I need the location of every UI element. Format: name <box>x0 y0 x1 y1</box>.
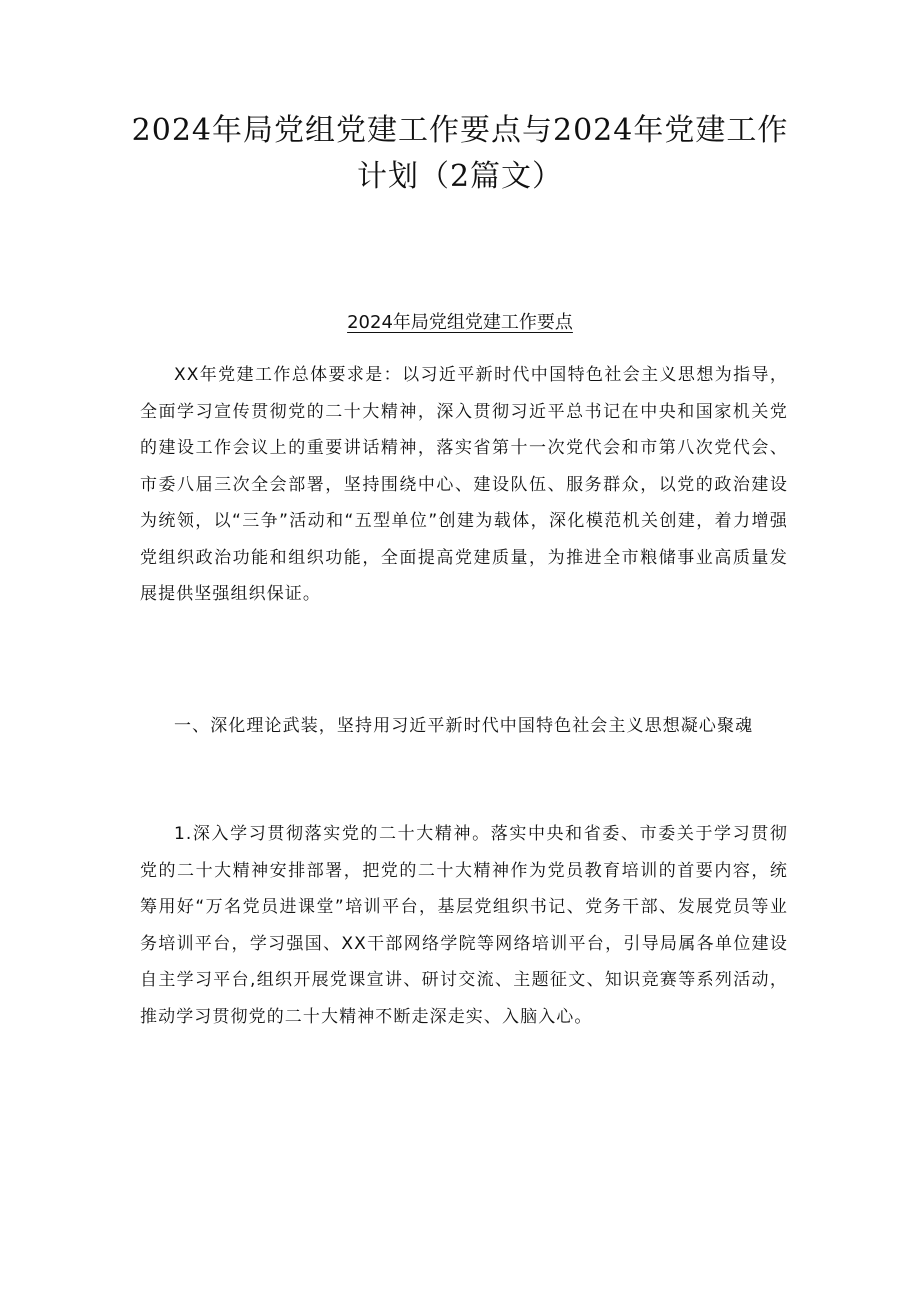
body-paragraph-item-1: 1.深入学习贯彻落实党的二十大精神。落实中央和省委、市委关于学习贯彻党的二十大精神安排部署，把党的二十大精神作为党员教育培训的首要内容，统筹用好“万名党员进课堂”培训平台，基层党组织书记、党务干部、发展党员等业务培训平台，学习强国、XX干部网络学院等网络培训平台，引导局属各单位建设自主学习平台,组织开展党课宣讲、研讨交流、主题征文、知识竞赛等系列活动，推动学习贯彻党的二十大精神不断走深走实、入脑入心。 <box>140 824 788 1027</box>
document-title: 2024年局党组党建工作要点与2024年党建工作计划（2篇文） <box>131 113 789 194</box>
body-paragraph-general-requirements: XX年党建工作总体要求是：以习近平新时代中国特色社会主义思想为指导，全面学习宣传贯彻党的二十大精神，深入贯彻习近平总书记在中央和国家机关党的建设工作会议上的重要讲话精神，落实省第十一次党代会和市第八次党代会、市委八届三次全会部署，坚持围绕中心、建设队伍、服务群众，以党的政治建设为统领，以“三争”活动和“五型单位”创建为载体，深化模范机关创建，着力增强党组织政治功能和组织功能，全面提高党建质量，为推进全市粮储事业高质量发展提供坚强组织保证。 <box>140 365 788 604</box>
heading-paragraph-theory: 一、深化理论武装，坚持用习近平新时代中国特色社会主义思想凝心聚魂 <box>174 716 754 736</box>
section-title: 2024年局党组党建工作要点 <box>347 312 573 333</box>
